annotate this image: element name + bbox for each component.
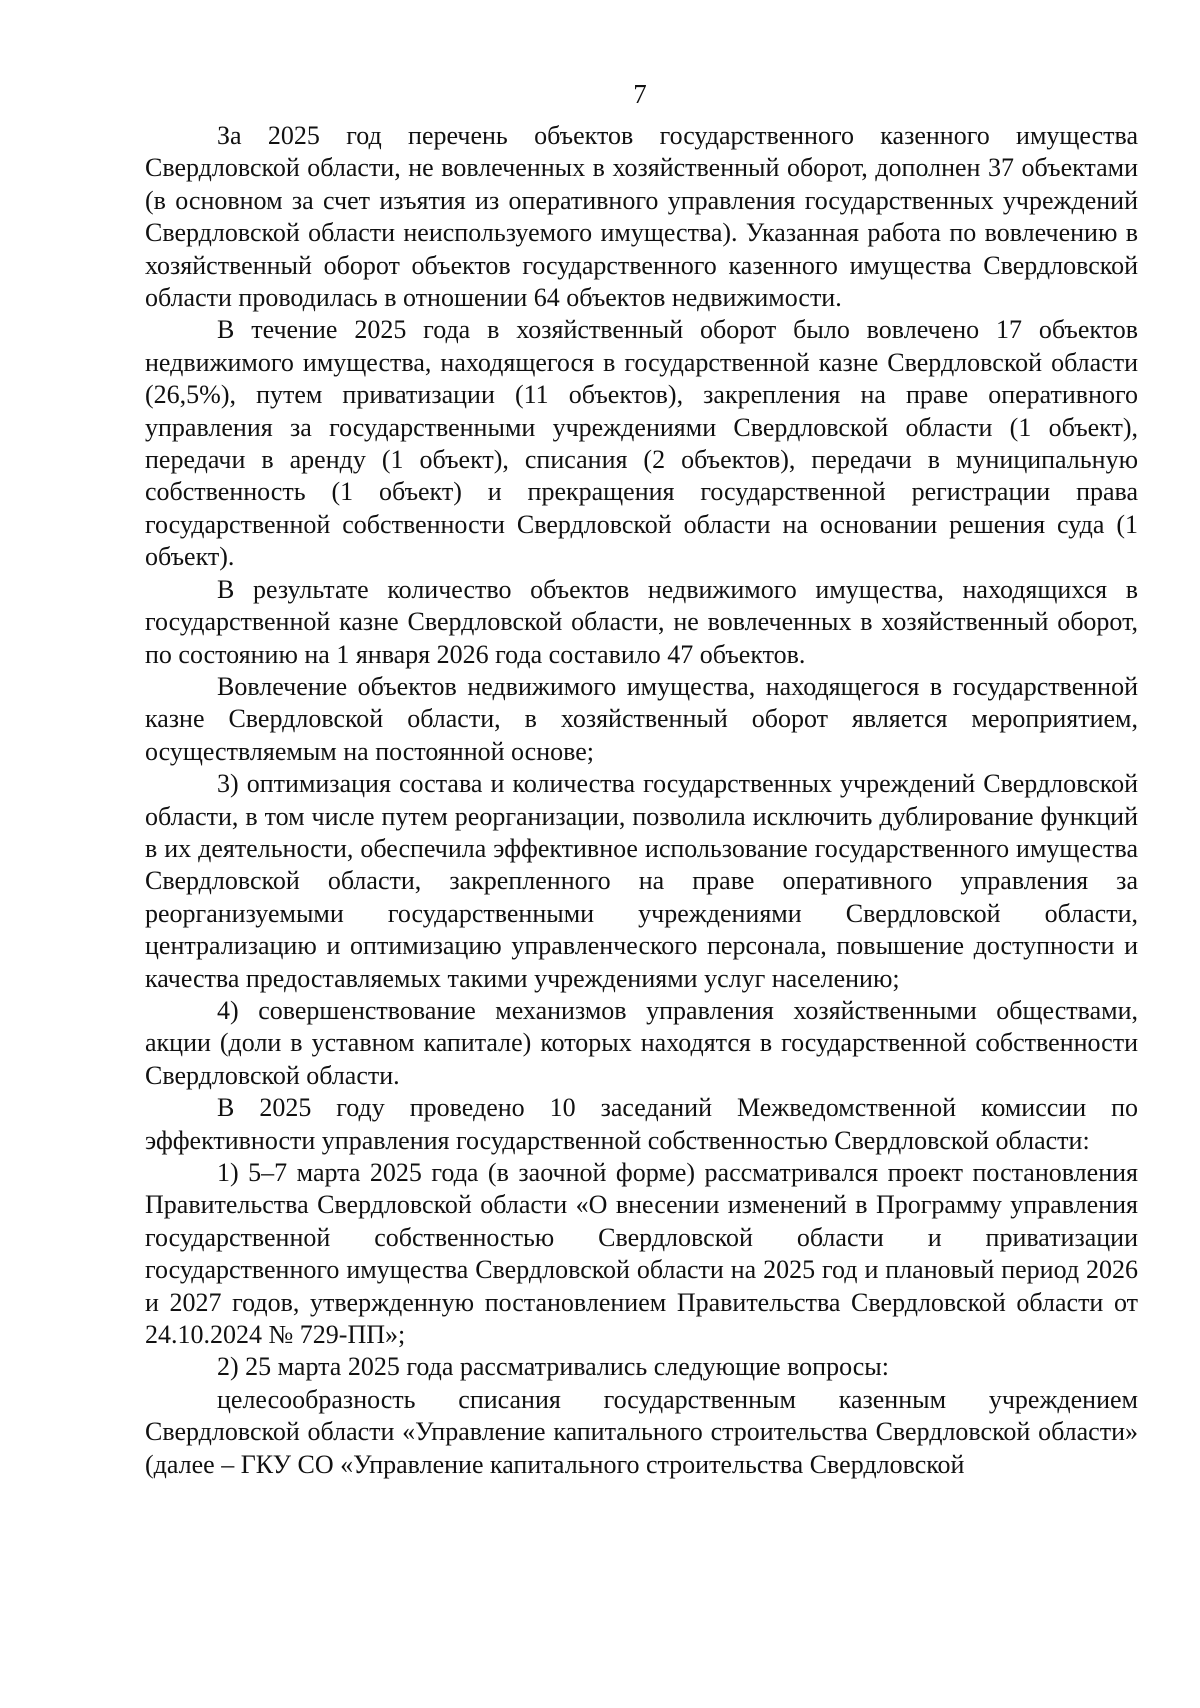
page-number: 7 — [633, 79, 647, 109]
paragraph-result-count: В результате количество объектов недвижимого имущества, находящихся в государственной казне Свердловской области, не вовлеченных в хозяйственный оборот, по состоянию на 1 января 2026 года составило 47 объектов. — [145, 574, 1138, 669]
paragraph-ongoing-involvement: Вовлечение объектов недвижимого имущества, находящегося в государственной казне Свердловской области, в хозяйственный оборот является мероприятием, осуществляемым на постоянной основе; — [145, 671, 1138, 766]
paragraph-commission-meetings: В 2025 году проведено 10 заседаний Межведомственной комиссии по эффективности управления государственной собственностью Свердловской области: — [145, 1093, 1138, 1155]
paragraph-meeting-2: 2) 25 марта 2025 года рассматривались следующие вопросы: — [217, 1352, 889, 1382]
paragraph-involved-objects: В течение 2025 года в хозяйственный оборот было вовлечено 17 объектов недвижимого имущества, находящегося в государственной казне Свердловской области (26,5%), путем приватизации (11 объектов), закрепления на праве оперативного управления за государственными учреждениями Свердловской области (1 объект), передачи в аренду (1 объект), списания (2 объектов), передачи в муниципальную собственность (1 объект) и прекращения государственной регистрации права государственной собственности Свердловской области на основании решения суда (1 объект). — [145, 315, 1138, 572]
paragraph-item-3-optimization: 3) оптимизация состава и количества государственных учреждений Свердловской области, в том числе путем реорганизации, позволила исключить дублирование функций в их деятельности, обеспечила эффективное использование государственного имущества Свердловской области, закрепленного на праве оперативного управления за реорганизуемыми государственными учреждениями Свердловской области, централизацию и оптимизацию управленческого персонала, повышение доступности и качества предоставляемых такими учреждениями услуг населению; — [145, 769, 1138, 993]
paragraph-write-off: целесообразность списания государственным казенным учреждением Свердловской области «Управление капитального строительства Свердловской области» (далее – ГКУ СО «Управление капитального строительства Свердловской — [145, 1384, 1138, 1479]
paragraph-excluded-objects: За 2025 год перечень объектов государственного казенного имущества Свердловской области, не вовлеченных в хозяйственный оборот, дополнен 37 объектами (в основном за счет изъятия из оперативного управления государственных учреждений Свердловской области неиспользуемого имущества). Указанная работа по вовлечению в хозяйственный оборот объектов государственного казенного имущества Свердловской области проводилась в отношении 64 объектов недвижимости. — [145, 121, 1138, 313]
paragraph-item-4-companies: 4) совершенствование механизмов управления хозяйственными обществами, акции (доли в уставном капитале) которых находятся в государственной собственности Свердловской области. — [145, 995, 1138, 1090]
document-body — [145, 120, 1138, 1481]
paragraph-meeting-1: 1) 5–7 марта 2025 года (в заочной форме) рассматривался проект постановления Правительства Свердловской области «О внесении изменений в Программу управления государственной собственностью Свердловской области и приватизации государственного имущества Свердловской области на 2025 год и плановый период 2026 и 2027 годов, утвержденную постановлением Правительства Свердловской области от 24.10.2024 № 729-ПП»; — [145, 1158, 1138, 1350]
